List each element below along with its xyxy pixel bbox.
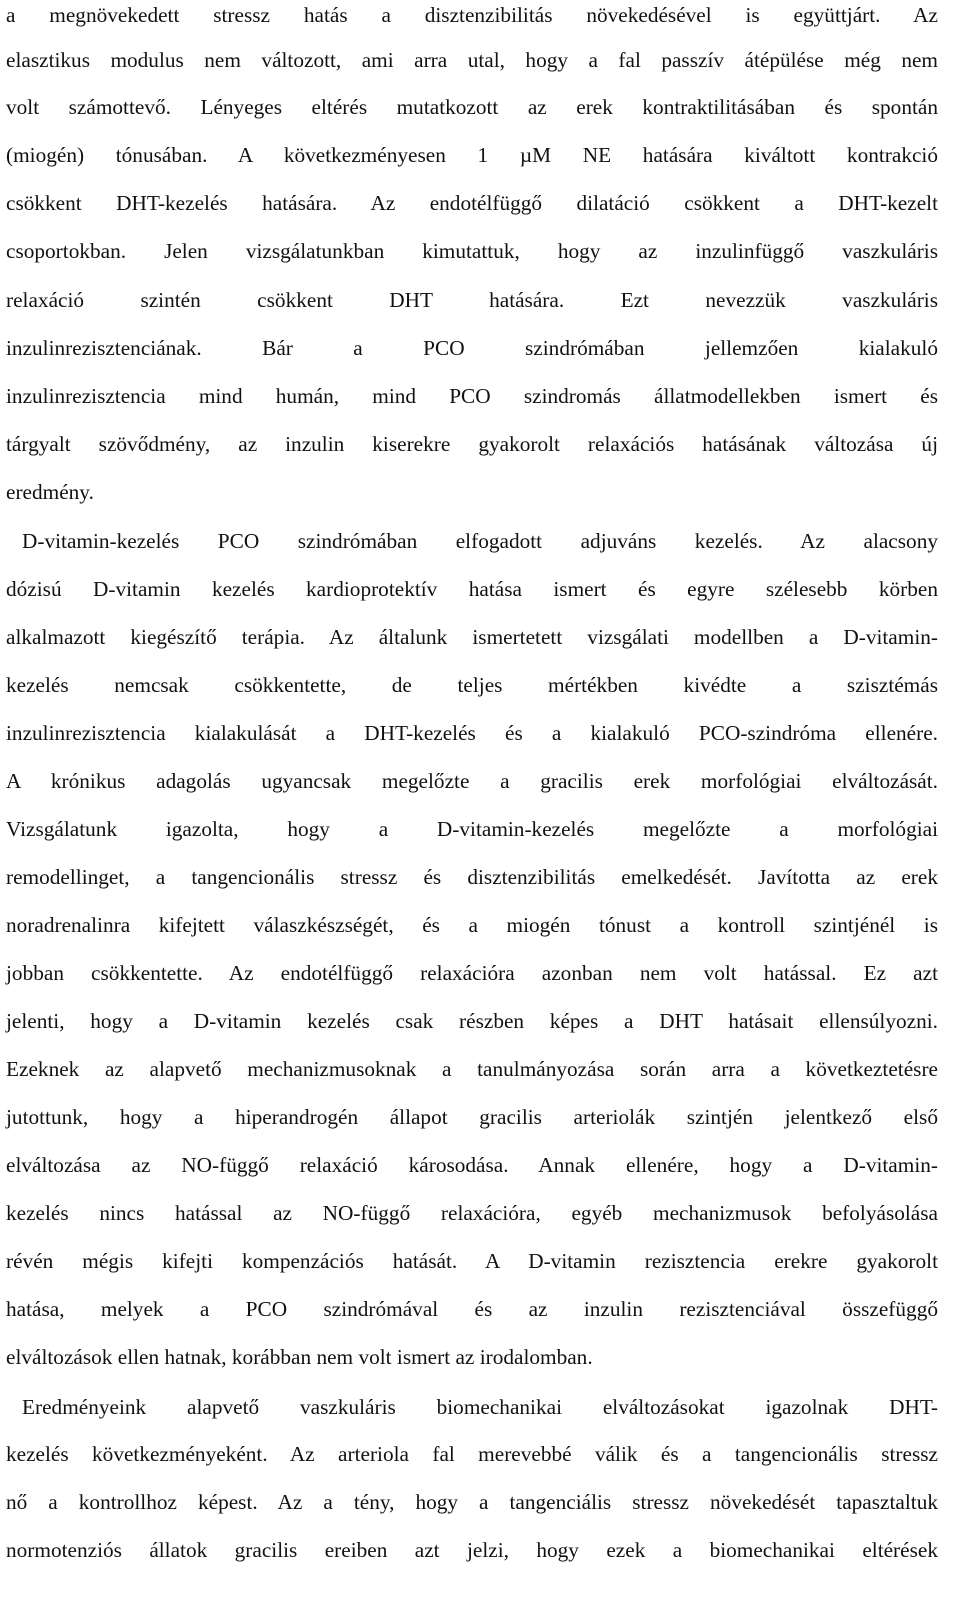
text-line: remodellinget, a tangencionális stressz és disztenzibilitás emelkedését. Javította az erek: [6, 865, 938, 889]
text-line: kezelés következményeként. Az arteriola fal merevebbé válik és a tangencionális stressz: [6, 1442, 938, 1466]
text-line: jutottunk, hogy a hiperandrogén állapot gracilis arteriolák szintjén jelentkező első: [6, 1105, 938, 1129]
text-line: nő a kontrollhoz képest. Az a tény, hogy a tangenciális stressz növekedését tapasztaltuk: [6, 1490, 938, 1514]
text-line: Ezeknek az alapvető mechanizmusoknak a tanulmányozása során arra a következtetésre: [6, 1057, 938, 1081]
text-line: eredmény.: [6, 480, 94, 504]
text-line: elváltozások ellen hatnak, korábban nem volt ismert az irodalomban.: [6, 1345, 593, 1369]
text-line: inzulinrezisztencia mind humán, mind PCO szindromás állatmodellekben ismert és: [6, 384, 938, 408]
text-line: a megnövekedett stressz hatás a disztenzibilitás növekedésével is együttjárt. Az: [6, 3, 938, 27]
text-line: kezelés nincs hatással az NO-függő relaxációra, egyéb mechanizmusok befolyásolása: [6, 1201, 938, 1225]
text-line: Vizsgálatunk igazolta, hogy a D-vitamin-kezelés megelőzte a morfológiai: [6, 817, 938, 841]
text-line: noradrenalinra kifejtett válaszkészségét, és a miogén tónust a kontroll szintjénél is: [6, 913, 938, 937]
text-line: jobban csökkentette. Az endotélfüggő relaxációra azonban nem volt hatással. Ez azt: [6, 961, 938, 985]
text-line: D-vitamin-kezelés PCO szindrómában elfogadott adjuváns kezelés. Az alacsony: [22, 529, 938, 553]
text-line: inzulinrezisztenciának. Bár a PCO szindrómában jellemzően kialakuló: [6, 336, 938, 360]
text-line: normotenziós állatok gracilis ereiben azt jelzi, hogy ezek a biomechanikai eltérések: [6, 1538, 938, 1562]
text-line: csökkent DHT-kezelés hatására. Az endotélfüggő dilatáció csökkent a DHT-kezelt: [6, 191, 938, 215]
text-line: hatása, melyek a PCO szindrómával és az inzulin rezisztenciával összefüggő: [6, 1297, 938, 1321]
text-line: Eredményeink alapvető vaszkuláris biomechanikai elváltozásokat igazolnak DHT-: [22, 1395, 938, 1419]
text-line: alkalmazott kiegészítő terápia. Az általunk ismertetett vizsgálati modellben a D-vitamin-: [6, 625, 938, 649]
text-line: tárgyalt szövődmény, az inzulin kiserekre gyakorolt relaxációs hatásának változása új: [6, 432, 938, 456]
text-line: révén mégis kifejti kompenzációs hatását. A D-vitamin rezisztencia erekre gyakorolt: [6, 1249, 938, 1273]
text-line: kezelés nemcsak csökkentette, de teljes mértékben kivédte a szisztémás: [6, 673, 938, 697]
text-line: elasztikus modulus nem változott, ami arra utal, hogy a fal passzív átépülése még nem: [6, 48, 938, 72]
text-line: inzulinrezisztencia kialakulását a DHT-kezelés és a kialakuló PCO-szindróma ellenére.: [6, 721, 938, 745]
text-line: csoportokban. Jelen vizsgálatunkban kimutattuk, hogy az inzulinfüggő vaszkuláris: [6, 239, 938, 263]
text-line: dózisú D-vitamin kezelés kardioprotektív hatása ismert és egyre szélesebb körben: [6, 577, 938, 601]
text-line: elváltozása az NO-függő relaxáció károsodása. Annak ellenére, hogy a D-vitamin-: [6, 1153, 938, 1177]
text-line: jelenti, hogy a D-vitamin kezelés csak részben képes a DHT hatásait ellensúlyozni.: [6, 1009, 938, 1033]
text-line: volt számottevő. Lényeges eltérés mutatkozott az erek kontraktilitásában és spontán: [6, 95, 938, 119]
text-line: relaxáció szintén csökkent DHT hatására. Ezt nevezzük vaszkuláris: [6, 288, 938, 312]
text-line: A krónikus adagolás ugyancsak megelőzte a gracilis erek morfológiai elváltozását.: [6, 769, 938, 793]
text-line: (miogén) tónusában. A következményesen 1 µM NE hatására kiváltott kontrakció: [6, 143, 938, 167]
